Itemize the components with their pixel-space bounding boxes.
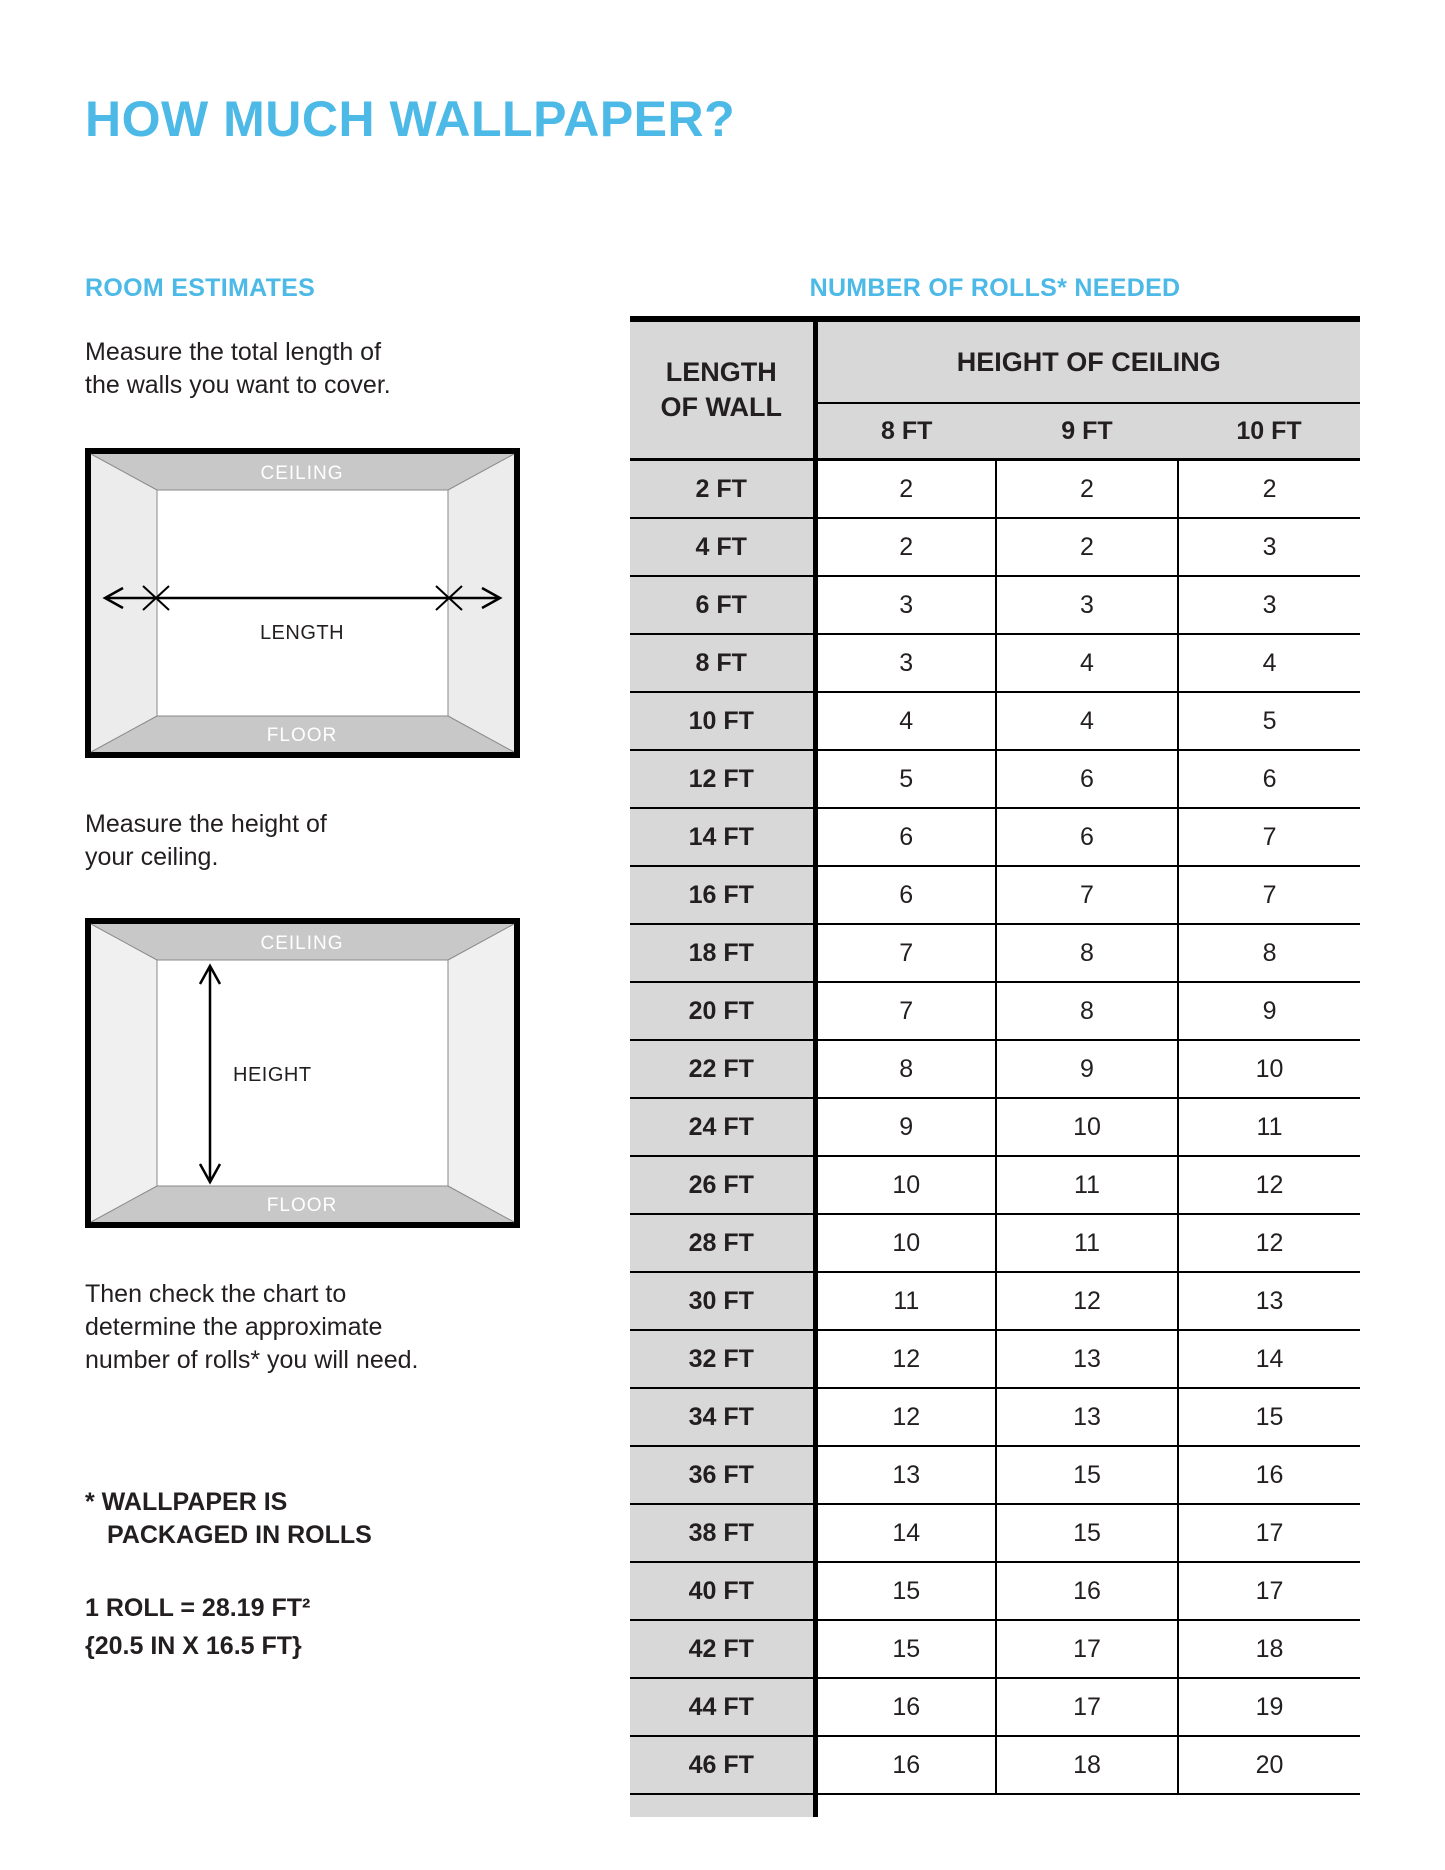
wall-length-cell: 46 FT <box>630 1736 815 1794</box>
rolls-count-cell: 15 <box>815 1620 996 1678</box>
table-row <box>630 924 1360 982</box>
rolls-count-cell: 2 <box>1178 460 1360 519</box>
length-of-wall-header <box>630 319 815 460</box>
rolls-needed-table <box>630 316 1360 1817</box>
length-label: LENGTH <box>259 622 345 644</box>
rolls-count-cell: 3 <box>815 634 996 692</box>
rolls-count-cell: 17 <box>996 1678 1178 1736</box>
rolls-count-cell: 15 <box>1178 1388 1360 1446</box>
table-row <box>630 808 1360 866</box>
rolls-count-cell: 2 <box>996 460 1178 519</box>
rolls-count-cell: 17 <box>996 1620 1178 1678</box>
roll-size-line: 1 ROLL = 28.19 FT² <box>85 1594 311 1622</box>
rolls-count-cell: 12 <box>815 1330 996 1388</box>
rolls-footnote <box>85 1486 372 1552</box>
table-row <box>630 1272 1360 1330</box>
right-wall <box>448 454 514 752</box>
left-wall <box>91 924 157 1222</box>
table-row <box>630 576 1360 634</box>
rolls-count-cell: 15 <box>815 1562 996 1620</box>
rolls-count-cell: 12 <box>815 1388 996 1446</box>
rolls-count-cell: 13 <box>1178 1272 1360 1330</box>
floor-label: FLOOR <box>266 1195 338 1216</box>
wall-length-cell: 6 FT <box>630 576 815 634</box>
roll-size-info <box>85 1590 310 1665</box>
table-row <box>630 1562 1360 1620</box>
rolls-count-cell: 18 <box>996 1736 1178 1794</box>
instruction-step-2 <box>85 808 327 874</box>
wall-length-cell: 22 FT <box>630 1040 815 1098</box>
rolls-count-cell: 2 <box>996 518 1178 576</box>
instruction-line: Measure the total length of <box>85 338 382 366</box>
rolls-count-cell: 16 <box>815 1736 996 1794</box>
rolls-count-cell: 13 <box>815 1446 996 1504</box>
rolls-count-cell: 4 <box>996 692 1178 750</box>
wall-length-cell: 8 FT <box>630 634 815 692</box>
rolls-count-cell: 10 <box>1178 1040 1360 1098</box>
rolls-count-cell: 20 <box>1178 1736 1360 1794</box>
rolls-count-cell: 5 <box>815 750 996 808</box>
rolls-count-cell: 13 <box>996 1330 1178 1388</box>
rolls-count-cell: 7 <box>815 924 996 982</box>
page-title: HOW MUCH WALLPAPER? <box>85 90 736 147</box>
table-row <box>630 1446 1360 1504</box>
rolls-count-cell: 17 <box>1178 1504 1360 1562</box>
rolls-count-cell: 11 <box>996 1214 1178 1272</box>
rolls-needed-heading: NUMBER OF ROLLS* NEEDED <box>809 274 1181 302</box>
wall-length-cell: 30 FT <box>630 1272 815 1330</box>
rolls-count-cell: 16 <box>1178 1446 1360 1504</box>
wall-length-cell: 20 FT <box>630 982 815 1040</box>
wall-length-cell: 26 FT <box>630 1156 815 1214</box>
rolls-count-cell: 12 <box>996 1272 1178 1330</box>
table-row <box>630 982 1360 1040</box>
footnote-line: * WALLPAPER IS <box>85 1488 288 1516</box>
rolls-count-cell: 11 <box>1178 1098 1360 1156</box>
table-row <box>630 1736 1360 1794</box>
wall-length-cell: 36 FT <box>630 1446 815 1504</box>
right-wall <box>448 924 514 1222</box>
rolls-count-cell: 10 <box>815 1156 996 1214</box>
rolls-count-cell: 8 <box>996 924 1178 982</box>
rolls-count-cell: 8 <box>996 982 1178 1040</box>
rolls-count-cell: 3 <box>815 576 996 634</box>
length-of-wall-header-line: OF WALL <box>660 392 782 422</box>
table-row <box>630 634 1360 692</box>
rolls-count-cell: 9 <box>996 1040 1178 1098</box>
height-of-ceiling-header: HEIGHT OF CEILING <box>815 319 1360 403</box>
instruction-line: number of rolls* you will need. <box>85 1346 419 1374</box>
rolls-count-cell: 12 <box>1178 1156 1360 1214</box>
rolls-count-cell: 11 <box>815 1272 996 1330</box>
instruction-line: determine the approximate <box>85 1313 383 1341</box>
rolls-count-cell: 12 <box>1178 1214 1360 1272</box>
rolls-count-cell: 2 <box>815 460 996 519</box>
instruction-line: Then check the chart to <box>85 1280 347 1308</box>
rolls-count-cell: 4 <box>996 634 1178 692</box>
wall-length-cell: 38 FT <box>630 1504 815 1562</box>
rolls-count-cell: 15 <box>996 1504 1178 1562</box>
rolls-count-cell: 15 <box>996 1446 1178 1504</box>
table-row <box>630 1098 1360 1156</box>
wall-length-cell: 44 FT <box>630 1678 815 1736</box>
floor-label: FLOOR <box>266 725 338 746</box>
wall-length-cell: 10 FT <box>630 692 815 750</box>
table-row <box>630 1040 1360 1098</box>
rolls-count-cell: 7 <box>1178 808 1360 866</box>
rolls-count-cell: 9 <box>1178 982 1360 1040</box>
wall-length-cell: 28 FT <box>630 1214 815 1272</box>
ceiling-8ft-header: 8 FT <box>815 403 996 460</box>
back-wall <box>157 490 448 716</box>
length-of-wall-header-line: LENGTH <box>665 356 777 387</box>
rolls-count-cell: 10 <box>815 1214 996 1272</box>
rolls-count-cell: 10 <box>996 1098 1178 1156</box>
wall-length-cell: 4 FT <box>630 518 815 576</box>
rolls-count-cell: 13 <box>996 1388 1178 1446</box>
wall-length-cell: 12 FT <box>630 750 815 808</box>
rolls-count-cell: 7 <box>815 982 996 1040</box>
table-footer-blank <box>815 1794 1360 1817</box>
wall-length-cell: 34 FT <box>630 1388 815 1446</box>
wall-length-cell: 16 FT <box>630 866 815 924</box>
rolls-count-cell: 7 <box>1178 866 1360 924</box>
rolls-count-cell: 4 <box>1178 634 1360 692</box>
room-length-diagram-svg <box>85 448 520 758</box>
rolls-count-cell: 6 <box>815 866 996 924</box>
height-label: HEIGHT <box>233 1064 312 1086</box>
rolls-count-cell: 6 <box>996 808 1178 866</box>
rolls-count-cell: 7 <box>996 866 1178 924</box>
rolls-count-cell: 4 <box>815 692 996 750</box>
rolls-count-cell: 5 <box>1178 692 1360 750</box>
instruction-line: the walls you want to cover. <box>85 371 391 399</box>
table-row <box>630 750 1360 808</box>
rolls-count-cell: 3 <box>1178 518 1360 576</box>
left-wall <box>91 454 157 752</box>
table-row <box>630 1214 1360 1272</box>
wall-length-cell: 42 FT <box>630 1620 815 1678</box>
rolls-count-cell: 6 <box>1178 750 1360 808</box>
rolls-table-head <box>630 319 1360 460</box>
table-row <box>630 692 1360 750</box>
wall-length-cell: 2 FT <box>630 460 815 519</box>
table-row <box>630 1504 1360 1562</box>
table-row <box>630 1330 1360 1388</box>
table-row <box>630 1620 1360 1678</box>
instruction-step-1 <box>85 336 391 402</box>
rolls-count-cell: 6 <box>815 808 996 866</box>
rolls-table-foot <box>630 1794 1360 1817</box>
rolls-count-cell: 6 <box>996 750 1178 808</box>
rolls-count-cell: 14 <box>1178 1330 1360 1388</box>
wall-length-cell: 14 FT <box>630 808 815 866</box>
rolls-count-cell: 3 <box>996 576 1178 634</box>
rolls-count-cell: 18 <box>1178 1620 1360 1678</box>
table-row <box>630 1678 1360 1736</box>
rolls-count-cell: 8 <box>1178 924 1360 982</box>
table-row <box>630 1388 1360 1446</box>
wall-length-cell: 32 FT <box>630 1330 815 1388</box>
rolls-count-cell: 14 <box>815 1504 996 1562</box>
wall-length-cell: 24 FT <box>630 1098 815 1156</box>
roll-size-line: {20.5 IN X 16.5 FT} <box>85 1631 302 1660</box>
wall-length-cell: 40 FT <box>630 1562 815 1620</box>
ceiling-10ft-header: 10 FT <box>1178 403 1360 460</box>
rolls-count-cell: 16 <box>996 1562 1178 1620</box>
gray-column-stub <box>630 1794 815 1817</box>
instruction-line: Measure the height of <box>85 810 327 838</box>
instruction-step-3 <box>85 1278 419 1377</box>
table-row <box>630 866 1360 924</box>
rolls-count-cell: 2 <box>815 518 996 576</box>
table-row <box>630 1156 1360 1214</box>
footnote-line: PACKAGED IN ROLLS <box>107 1521 372 1549</box>
ceiling-label: CEILING <box>260 933 344 954</box>
rolls-count-cell: 9 <box>815 1098 996 1156</box>
ceiling-label: CEILING <box>260 463 344 484</box>
wall-length-cell: 18 FT <box>630 924 815 982</box>
room-estimates-heading: ROOM ESTIMATES <box>85 274 316 302</box>
rolls-count-cell: 11 <box>996 1156 1178 1214</box>
rolls-count-cell: 8 <box>815 1040 996 1098</box>
rolls-count-cell: 17 <box>1178 1562 1360 1620</box>
table-row <box>630 460 1360 519</box>
ceiling-height-diagram <box>85 918 520 1233</box>
ceiling-9ft-header: 9 FT <box>996 403 1178 460</box>
ceiling-height-diagram-svg <box>85 918 520 1228</box>
rolls-table-body <box>630 460 1360 1795</box>
rolls-count-cell: 16 <box>815 1678 996 1736</box>
room-length-diagram <box>85 448 520 763</box>
instruction-line: your ceiling. <box>85 843 219 871</box>
rolls-count-cell: 19 <box>1178 1678 1360 1736</box>
rolls-count-cell: 3 <box>1178 576 1360 634</box>
table-row <box>630 518 1360 576</box>
